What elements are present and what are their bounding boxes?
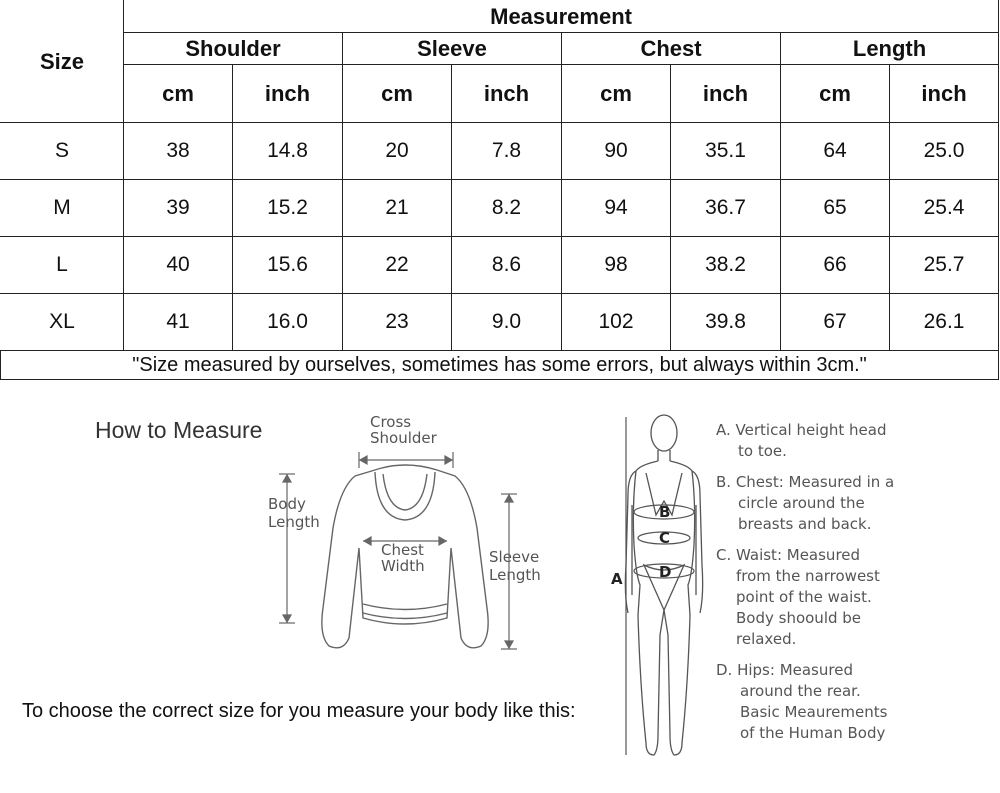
value-cell: 38.2 [671,237,781,294]
value-cell: 7.8 [452,123,562,180]
unit-header: inch [233,65,343,123]
marker-b: B [659,503,671,521]
unit-header: inch [671,65,781,123]
size-chart-table [0,0,999,380]
size-header: Size [1,1,124,123]
value-cell: 25.4 [890,180,999,237]
measurement-header: Measurement [124,1,999,33]
legend-line: breasts and back. [738,515,872,533]
value-cell: 64 [781,123,890,180]
legend-line: A. Vertical height head [716,421,887,439]
value-cell: 36.7 [671,180,781,237]
table-row [1,294,999,351]
size-cell: XL [1,294,124,351]
legend-item-c [716,545,996,650]
value-cell: 20 [343,123,452,180]
size-cell: M [1,180,124,237]
legend-line: D. Hips: Measured [716,661,853,679]
value-cell: 66 [781,237,890,294]
value-cell: 22 [343,237,452,294]
chest-width-label-1: Chest [381,541,424,559]
value-cell: 40 [124,237,233,294]
sleeve-header: Sleeve [343,33,562,65]
value-cell: 15.6 [233,237,343,294]
size-cell: S [1,123,124,180]
legend-line: from the narrowest [736,567,880,585]
table-row [1,237,999,294]
unit-header: cm [562,65,671,123]
legend-item-d [716,660,996,744]
length-header: Length [781,33,999,65]
value-cell: 41 [124,294,233,351]
value-cell: 15.2 [233,180,343,237]
body-measure-lines [626,417,694,755]
value-cell: 39.8 [671,294,781,351]
value-cell: 16.0 [233,294,343,351]
legend-line: around the rear. [740,682,861,700]
value-cell: 65 [781,180,890,237]
measurement-legend [716,420,996,754]
table-row [1,123,999,180]
unit-header: cm [124,65,233,123]
legend-line: point of the waist. [736,588,872,606]
value-cell: 38 [124,123,233,180]
legend-line: relaxed. [736,630,797,648]
value-cell: 67 [781,294,890,351]
body-outline [625,415,702,755]
value-cell: 102 [562,294,671,351]
value-cell: 14.8 [233,123,343,180]
value-cell: 8.2 [452,180,562,237]
shoulder-header: Shoulder [124,33,343,65]
value-cell: 25.7 [890,237,999,294]
body-length-label-2: Length [268,513,320,531]
measurement-note: "Size measured by ourselves, sometimes has some errors, but always within 3cm." [1,351,999,380]
sleeve-length-label-1: Sleeve [489,548,540,566]
unit-header: inch [890,65,999,123]
value-cell: 35.1 [671,123,781,180]
legend-line: circle around the [738,494,865,512]
cross-shoulder-label-2: Shoulder [370,429,437,447]
value-cell: 25.0 [890,123,999,180]
legend-line: C. Waist: Measured [716,546,861,564]
chest-header: Chest [562,33,781,65]
legend-line: Body shoould be [736,609,862,627]
chest-width-label-2: Width [381,557,425,575]
legend-line: Basic Meaurements [740,703,888,721]
legend-line: to toe. [738,442,787,460]
legend-item-b [716,472,996,535]
how-to-measure-title: How to Measure [95,417,263,443]
unit-header: cm [781,65,890,123]
instruction-text: To choose the correct size for you measure your body like this: [22,700,576,722]
value-cell: 9.0 [452,294,562,351]
value-cell: 90 [562,123,671,180]
marker-c: C [659,529,671,547]
table-row [1,180,999,237]
garment-diagram [255,408,555,658]
size-cell: L [1,237,124,294]
value-cell: 26.1 [890,294,999,351]
value-cell: 39 [124,180,233,237]
cross-shoulder-label-1: Cross [370,413,412,431]
sleeve-length-label-2: Length [489,566,541,584]
body-diagram [600,405,710,765]
marker-d: D [659,563,672,581]
value-cell: 21 [343,180,452,237]
legend-line: of the Human Body [740,724,886,742]
legend-item-a [716,420,996,462]
body-length-label-1: Body [268,495,306,513]
value-cell: 8.6 [452,237,562,294]
value-cell: 23 [343,294,452,351]
value-cell: 98 [562,237,671,294]
unit-header: cm [343,65,452,123]
marker-a: A [611,570,623,588]
legend-line: B. Chest: Measured in a [716,473,895,491]
value-cell: 94 [562,180,671,237]
unit-header: inch [452,65,562,123]
